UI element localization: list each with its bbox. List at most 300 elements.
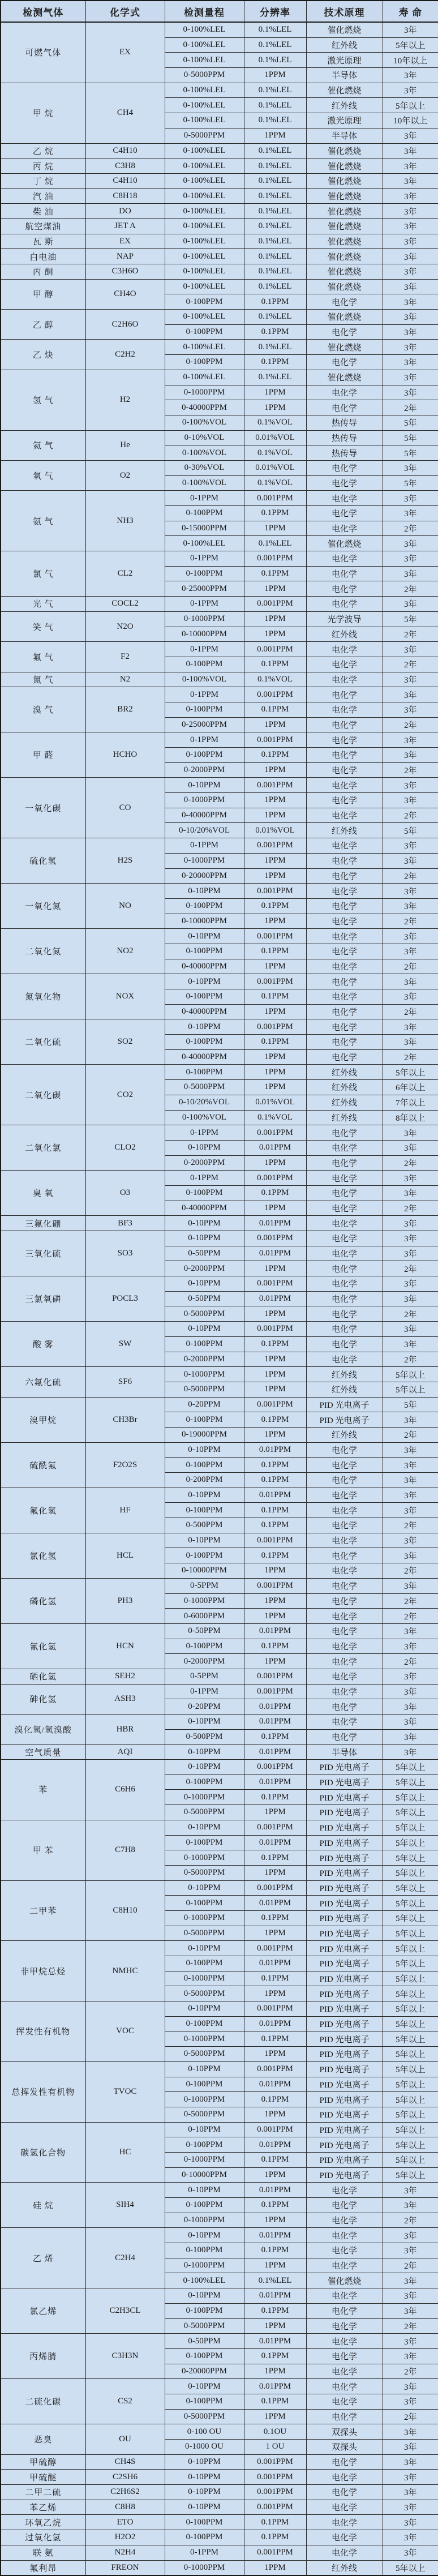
principle-cell: PID 光电离子 — [306, 1880, 383, 1896]
formula-cell: PH3 — [85, 1578, 165, 1623]
resolution-cell: 0.1PPM — [244, 2303, 306, 2318]
lifespan-cell: 5年以上 — [383, 1820, 438, 1835]
lifespan-cell: 3年 — [383, 1171, 438, 1186]
resolution-cell: 0.1%LEL — [244, 264, 306, 280]
resolution-cell: 1 OU — [244, 2440, 306, 2455]
resolution-cell: 0.001PPM — [244, 974, 306, 989]
principle-cell: 电化学 — [306, 657, 383, 672]
range-cell: 0-2000PPM — [165, 1155, 244, 1171]
table-row — [1, 1231, 438, 1246]
lifespan-cell: 3年 — [383, 2273, 438, 2288]
table-row — [1, 1745, 438, 1760]
lifespan-cell: 2年 — [383, 581, 438, 597]
gas-name-cell: 恶臭 — [1, 2424, 85, 2454]
formula-cell: SIH4 — [85, 2183, 165, 2228]
range-cell: 0-5000PPM — [165, 2409, 244, 2424]
formula-cell: CH4S — [85, 2454, 165, 2470]
formula-cell: HCHO — [85, 732, 165, 778]
resolution-cell: 0.001PPM — [244, 1578, 306, 1593]
lifespan-cell: 3年 — [383, 2198, 438, 2213]
resolution-cell: 0.1PPM — [244, 1185, 306, 1201]
range-cell: 0-10PPM — [165, 884, 244, 899]
range-cell: 0-100%LEL — [165, 53, 244, 68]
principle-cell: 电化学 — [306, 566, 383, 581]
range-cell: 0-1PPM — [165, 2545, 244, 2560]
range-cell: 0-100%LEL — [165, 188, 244, 204]
range-cell: 0-1000PPM — [165, 1971, 244, 1986]
lifespan-cell: 3年 — [383, 1035, 438, 1050]
gas-name-cell: 溴甲烷 — [1, 1397, 85, 1442]
table-row — [1, 687, 438, 702]
range-cell: 0-1000PPM — [165, 1850, 244, 1866]
resolution-cell: 0.001PPM — [244, 597, 306, 612]
range-cell: 0-100PPM — [165, 1412, 244, 1428]
range-cell: 0-100PPM — [165, 1896, 244, 1911]
principle-cell: 电化学 — [306, 324, 383, 340]
formula-cell: ETO — [85, 2515, 165, 2530]
principle-cell: 催化燃烧 — [306, 234, 383, 249]
principle-cell: 半导体 — [306, 1745, 383, 1760]
lifespan-cell: 5年以上 — [383, 2152, 438, 2167]
lifespan-cell: 2年 — [383, 868, 438, 884]
formula-cell: HC — [85, 2122, 165, 2183]
gas-name-cell: 过氧化氢 — [1, 2530, 85, 2545]
column-header-gas: 检测气体 — [1, 1, 85, 22]
range-cell: 0-25000PPM — [165, 581, 244, 597]
gas-name-cell: 氨 气 — [1, 491, 85, 551]
range-cell: 0-100%LEL — [165, 143, 244, 158]
lifespan-cell: 3年 — [383, 1458, 438, 1473]
range-cell: 0-100%LEL — [165, 37, 244, 53]
range-cell: 0-100%LEL — [165, 218, 244, 234]
lifespan-cell: 3年 — [383, 778, 438, 793]
range-cell: 0-200PPM — [165, 1473, 244, 1488]
range-cell: 0-40000PPM — [165, 1049, 244, 1065]
lifespan-cell: 3年 — [383, 566, 438, 581]
table-row — [1, 310, 438, 325]
formula-cell: C2SH6 — [85, 2470, 165, 2485]
lifespan-cell: 3年 — [383, 340, 438, 355]
principle-cell: 催化燃烧 — [306, 249, 383, 264]
range-cell: 0-500PPM — [165, 1729, 244, 1745]
principle-cell: 电化学 — [306, 1306, 383, 1322]
principle-cell: PID 光电离子 — [306, 2092, 383, 2107]
lifespan-cell: 3年 — [383, 1639, 438, 1654]
gas-name-cell: 一氧化碳 — [1, 778, 85, 838]
resolution-cell: 0.1PPM — [244, 2152, 306, 2167]
lifespan-cell: 3年 — [383, 310, 438, 325]
lifespan-cell: 3年 — [383, 989, 438, 1005]
formula-cell: HCN — [85, 1623, 165, 1669]
principle-cell: 电化学 — [306, 1623, 383, 1639]
resolution-cell: 0.1%LEL — [244, 279, 306, 294]
range-cell: 0-1000PPM — [165, 853, 244, 868]
resolution-cell: 0.1PPM — [244, 2394, 306, 2409]
range-cell: 0-10PPM — [165, 2228, 244, 2243]
range-cell: 0-20PPM — [165, 1397, 244, 1412]
resolution-cell: 1PPM — [244, 1805, 306, 1820]
resolution-cell: 0.1%LEL — [244, 53, 306, 68]
range-cell: 0-10PPM — [165, 1442, 244, 1458]
range-cell: 0-1PPM — [165, 687, 244, 702]
principle-cell: 电化学 — [306, 868, 383, 884]
formula-cell: POCL3 — [85, 1276, 165, 1322]
resolution-cell: 1PPM — [244, 1609, 306, 1624]
formula-cell: C2H4 — [85, 2228, 165, 2288]
range-cell: 0-5000PPM — [165, 68, 244, 83]
principle-cell: 电化学 — [306, 2183, 383, 2198]
lifespan-cell: 2年 — [383, 627, 438, 642]
resolution-cell: 1PPM — [244, 717, 306, 732]
lifespan-cell: 3年 — [383, 1276, 438, 1292]
formula-cell: C7H8 — [85, 1820, 165, 1880]
formula-cell: C2H2 — [85, 340, 165, 370]
resolution-cell: 1PPM — [244, 2107, 306, 2122]
range-cell: 0-10PPM — [165, 1488, 244, 1503]
range-cell: 0-10PPM — [165, 1533, 244, 1548]
resolution-cell: 0.1%LEL — [244, 98, 306, 113]
principle-cell: 催化燃烧 — [306, 158, 383, 174]
lifespan-cell: 3年 — [383, 143, 438, 158]
lifespan-cell: 3年 — [383, 2394, 438, 2409]
range-cell: 0-19000PPM — [165, 1427, 244, 1442]
formula-cell: CH3Br — [85, 1397, 165, 1442]
principle-cell: 电化学 — [306, 1639, 383, 1654]
principle-cell: 电化学 — [306, 762, 383, 778]
lifespan-cell: 3年 — [383, 173, 438, 188]
lifespan-cell: 3年 — [383, 838, 438, 854]
resolution-cell: 0.01PPM — [244, 1699, 306, 1715]
gas-name-cell: 三氯氧磷 — [1, 1276, 85, 1322]
principle-cell: 红外线 — [306, 98, 383, 113]
table-row — [1, 1397, 438, 1412]
gas-name-cell: 氟利昂 — [1, 2560, 85, 2575]
table-row — [1, 732, 438, 748]
range-cell: 0-1PPM — [165, 642, 244, 657]
lifespan-cell: 2年 — [383, 1049, 438, 1065]
principle-cell: 电化学 — [306, 1518, 383, 1533]
range-cell: 0-100PPM — [165, 566, 244, 581]
principle-cell: PID 光电离子 — [306, 1896, 383, 1911]
resolution-cell: 0.1PPM — [244, 294, 306, 310]
resolution-cell: 0.001PPM — [244, 2001, 306, 2017]
lifespan-cell: 5年以上 — [383, 2560, 438, 2575]
principle-cell: 催化燃烧 — [306, 218, 383, 234]
formula-cell: C2H3CL — [85, 2288, 165, 2334]
lifespan-cell: 3年 — [383, 2183, 438, 2198]
resolution-cell: 1PPM — [244, 2560, 306, 2575]
principle-cell: 电化学 — [306, 1488, 383, 1503]
range-cell: 0-10PPM — [165, 1760, 244, 1775]
principle-cell: 电化学 — [306, 1185, 383, 1201]
resolution-cell: 0.1%VOL — [244, 1110, 306, 1125]
principle-cell: 电化学 — [306, 2364, 383, 2379]
lifespan-cell: 3年 — [383, 1019, 438, 1035]
resolution-cell: 0.01PPM — [244, 1896, 306, 1911]
resolution-cell: 0.001PPM — [244, 2485, 306, 2500]
range-cell: 0-10PPM — [165, 1820, 244, 1835]
principle-cell: 电化学 — [306, 929, 383, 944]
table-row — [1, 1065, 438, 1080]
lifespan-cell: 5年以上 — [383, 1775, 438, 1790]
gas-name-cell: 乙 醇 — [1, 310, 85, 340]
lifespan-cell: 5年以上 — [383, 2137, 438, 2153]
principle-cell: 电化学 — [306, 1458, 383, 1473]
principle-cell: PID 光电离子 — [306, 1805, 383, 1820]
formula-cell: CH4 — [85, 83, 165, 143]
range-cell: 0-100%LEL — [165, 536, 244, 551]
resolution-cell: 0.001PPM — [244, 1019, 306, 1035]
resolution-cell: 0.001PPM — [244, 491, 306, 506]
range-cell: 0-10PPM — [165, 2470, 244, 2485]
gas-name-cell: 挥发性有机物 — [1, 2001, 85, 2062]
resolution-cell: 0.1PPM — [244, 989, 306, 1005]
principle-cell: PID 光电离子 — [306, 1397, 383, 1412]
resolution-cell: 0.01PPM — [244, 1246, 306, 1261]
table-row — [1, 264, 438, 280]
gas-name-cell: 砷化氢 — [1, 1684, 85, 1714]
lifespan-cell: 5年以上 — [383, 1956, 438, 1971]
formula-cell: F2O2S — [85, 1442, 165, 1488]
range-cell: 0-5000PPM — [165, 1306, 244, 1322]
range-cell: 0-100%LEL — [165, 310, 244, 325]
principle-cell: 红外线 — [306, 1382, 383, 1397]
resolution-cell: 1PPM — [244, 400, 306, 415]
principle-cell: 电化学 — [306, 1336, 383, 1352]
resolution-cell: 0.001PPM — [244, 2470, 306, 2485]
range-cell: 0-500PPM — [165, 1518, 244, 1533]
resolution-cell: 1PPM — [244, 1201, 306, 1216]
resolution-cell: 1PPM — [244, 1155, 306, 1171]
range-cell: 0-1PPM — [165, 838, 244, 854]
gas-name-cell: 甲 醇 — [1, 279, 85, 309]
principle-cell: 电化学 — [306, 2470, 383, 2485]
principle-cell: 催化燃烧 — [306, 2273, 383, 2288]
table-row — [1, 1276, 438, 1292]
formula-cell: C2H6S2 — [85, 2485, 165, 2500]
principle-cell: 电化学 — [306, 989, 383, 1005]
table-row — [1, 1578, 438, 1593]
range-cell: 0-100%LEL — [165, 83, 244, 98]
range-cell: 0-100PPM — [165, 1503, 244, 1518]
principle-cell: PID 光电离子 — [306, 1760, 383, 1775]
gas-name-cell: 三氟化硼 — [1, 1216, 85, 1231]
formula-cell: O2 — [85, 460, 165, 490]
resolution-cell: 0.001PPM — [244, 2122, 306, 2137]
lifespan-cell: 5年以上 — [383, 1367, 438, 1382]
range-cell: 0-15000PPM — [165, 521, 244, 536]
formula-cell: H2O2 — [85, 2530, 165, 2545]
gas-name-cell: 甲硫醇 — [1, 2454, 85, 2470]
gas-name-cell: 甲硫醚 — [1, 2470, 85, 2485]
gas-name-cell: 氰化氢 — [1, 1623, 85, 1669]
range-cell: 0-100PPM — [165, 2077, 244, 2092]
formula-cell: NO — [85, 884, 165, 929]
lifespan-cell: 5年 — [383, 611, 438, 627]
resolution-cell: 0.01PPM — [244, 1291, 306, 1306]
range-cell: 0-10000PPM — [165, 627, 244, 642]
range-cell: 0-1000PPM — [165, 1910, 244, 1926]
table-row — [1, 370, 438, 385]
range-cell: 0-10PPM — [165, 2500, 244, 2515]
lifespan-cell: 2年 — [383, 2258, 438, 2273]
lifespan-cell: 5年以上 — [383, 2031, 438, 2047]
principle-cell: 电化学 — [306, 1004, 383, 1019]
resolution-cell: 0.001PPM — [244, 2061, 306, 2077]
principle-cell: PID 光电离子 — [306, 1986, 383, 2001]
lifespan-cell: 3年 — [383, 1140, 438, 1155]
formula-cell: CL2 — [85, 551, 165, 597]
formula-cell: O3 — [85, 1171, 165, 1216]
lifespan-cell: 3年 — [383, 2424, 438, 2440]
principle-cell: 电化学 — [306, 2500, 383, 2515]
range-cell: 0-10PPM — [165, 1322, 244, 1337]
range-cell: 0-10/20%VOL — [165, 1095, 244, 1110]
resolution-cell: 0.1%LEL — [244, 234, 306, 249]
lifespan-cell: 2年 — [383, 1155, 438, 1171]
lifespan-cell: 2年 — [383, 1563, 438, 1579]
range-cell: 0-100PPM — [165, 2394, 244, 2409]
resolution-cell: 0.1PPM — [244, 1458, 306, 1473]
range-cell: 0-100PPM — [165, 2198, 244, 2213]
column-header-range: 检测量程 — [165, 1, 244, 22]
gas-name-cell: 三氧化硫 — [1, 1231, 85, 1276]
resolution-cell: 1PPM — [244, 1926, 306, 1941]
principle-cell: 电化学 — [306, 1231, 383, 1246]
lifespan-cell: 3年 — [383, 2470, 438, 2485]
lifespan-cell: 5年 — [383, 415, 438, 430]
lifespan-cell: 3年 — [383, 2500, 438, 2515]
principle-cell: 电化学 — [306, 1699, 383, 1715]
range-cell: 0-1PPM — [165, 491, 244, 506]
range-cell: 0-5PPM — [165, 1578, 244, 1593]
gas-name-cell: 氯乙烯 — [1, 2288, 85, 2334]
lifespan-cell: 5年以上 — [383, 2047, 438, 2062]
resolution-cell: 0.01PPM — [244, 2016, 306, 2031]
formula-cell: CH4O — [85, 279, 165, 309]
gas-name-cell: 航空煤油 — [1, 218, 85, 234]
formula-cell: NH3 — [85, 491, 165, 551]
table-row — [1, 218, 438, 234]
principle-cell: 电化学 — [306, 2530, 383, 2545]
principle-cell: 电化学 — [306, 400, 383, 415]
range-cell: 0-10PPM — [165, 1019, 244, 1035]
lifespan-cell: 5年以上 — [383, 2016, 438, 2031]
range-cell: 0-100PPM — [165, 1835, 244, 1850]
range-cell: 0-10PPM — [165, 1880, 244, 1896]
lifespan-cell: 2年 — [383, 2318, 438, 2334]
resolution-cell: 0.1%LEL — [244, 173, 306, 188]
principle-cell: 电化学 — [306, 1609, 383, 1624]
resolution-cell: 1PPM — [244, 2047, 306, 2062]
table-row — [1, 1125, 438, 1141]
lifespan-cell: 3年 — [383, 22, 438, 37]
resolution-cell: 1PPM — [244, 914, 306, 929]
table-row — [1, 1322, 438, 1337]
table-row — [1, 2560, 438, 2575]
resolution-cell: 0.1PPM — [244, 748, 306, 763]
formula-cell: TVOC — [85, 2061, 165, 2122]
table-row — [1, 460, 438, 475]
resolution-cell: 0.1PPM — [244, 355, 306, 370]
range-cell: 0-1PPM — [165, 1125, 244, 1141]
range-cell: 0-1000PPM — [165, 2213, 244, 2228]
table-row — [1, 611, 438, 627]
gas-name-cell: 总挥发性有机物 — [1, 2061, 85, 2122]
range-cell: 0-30%VOL — [165, 460, 244, 475]
lifespan-cell: 3年 — [383, 1125, 438, 1141]
formula-cell: COCL2 — [85, 597, 165, 612]
lifespan-cell: 3年 — [383, 460, 438, 475]
gas-name-cell: 乙 烷 — [1, 143, 85, 158]
resolution-cell: 0.001PPM — [244, 1171, 306, 1186]
principle-cell: 电化学 — [306, 853, 383, 868]
table-row — [1, 2228, 438, 2243]
range-cell: 0-100PPM — [165, 2243, 244, 2258]
principle-cell: 电化学 — [306, 1503, 383, 1518]
range-cell: 0-100PPM — [165, 1336, 244, 1352]
formula-cell: ASH3 — [85, 1684, 165, 1714]
formula-cell: H2 — [85, 370, 165, 430]
lifespan-cell: 5年以上 — [383, 1971, 438, 1986]
table-row — [1, 1941, 438, 1956]
range-cell: 0-10PPM — [165, 778, 244, 793]
principle-cell: 电化学 — [306, 521, 383, 536]
principle-cell: 催化燃烧 — [306, 204, 383, 219]
resolution-cell: 0.001PPM — [244, 1397, 306, 1412]
gas-name-cell: 丙烯腈 — [1, 2334, 85, 2379]
lifespan-cell: 3年 — [383, 672, 438, 687]
table-row — [1, 2500, 438, 2515]
table-row — [1, 2530, 438, 2545]
resolution-cell: 1PPM — [244, 627, 306, 642]
resolution-cell: 0.1PPM — [244, 1035, 306, 1050]
principle-cell: 红外线 — [306, 1080, 383, 1095]
principle-cell: 电化学 — [306, 808, 383, 823]
principle-cell: 电化学 — [306, 898, 383, 914]
principle-cell: 电化学 — [306, 914, 383, 929]
table-row — [1, 83, 438, 98]
lifespan-cell: 2年 — [383, 1427, 438, 1442]
gas-name-cell: 汽 油 — [1, 188, 85, 204]
lifespan-cell: 3年 — [383, 1336, 438, 1352]
table-row — [1, 974, 438, 989]
gas-name-cell: 二甲苯 — [1, 1880, 85, 1941]
lifespan-cell: 3年 — [383, 551, 438, 567]
formula-cell: SO3 — [85, 1231, 165, 1276]
lifespan-cell: 3年 — [383, 506, 438, 521]
gas-name-cell: 白电油 — [1, 249, 85, 264]
principle-cell: 电化学 — [306, 2258, 383, 2273]
resolution-cell: 0.1%LEL — [244, 310, 306, 325]
gas-name-cell: 氦 气 — [1, 430, 85, 460]
principle-cell: 电化学 — [306, 1125, 383, 1141]
range-cell: 0-20000PPM — [165, 2364, 244, 2379]
resolution-cell: 0.001PPM — [244, 1669, 306, 1684]
principle-cell: 电化学 — [306, 2243, 383, 2258]
range-cell: 0-100%LEL — [165, 158, 244, 174]
resolution-cell: 0.001PPM — [244, 642, 306, 657]
range-cell: 0-2000PPM — [165, 1654, 244, 1669]
principle-cell: 热传导 — [306, 415, 383, 430]
table-row — [1, 838, 438, 854]
lifespan-cell: 3年 — [383, 1216, 438, 1231]
lifespan-cell: 2年 — [383, 808, 438, 823]
resolution-cell: 1PPM — [244, 1306, 306, 1322]
range-cell: 0-100PPM — [165, 1458, 244, 1473]
principle-cell: 催化燃烧 — [306, 143, 383, 158]
formula-cell: C8H10 — [85, 1880, 165, 1941]
